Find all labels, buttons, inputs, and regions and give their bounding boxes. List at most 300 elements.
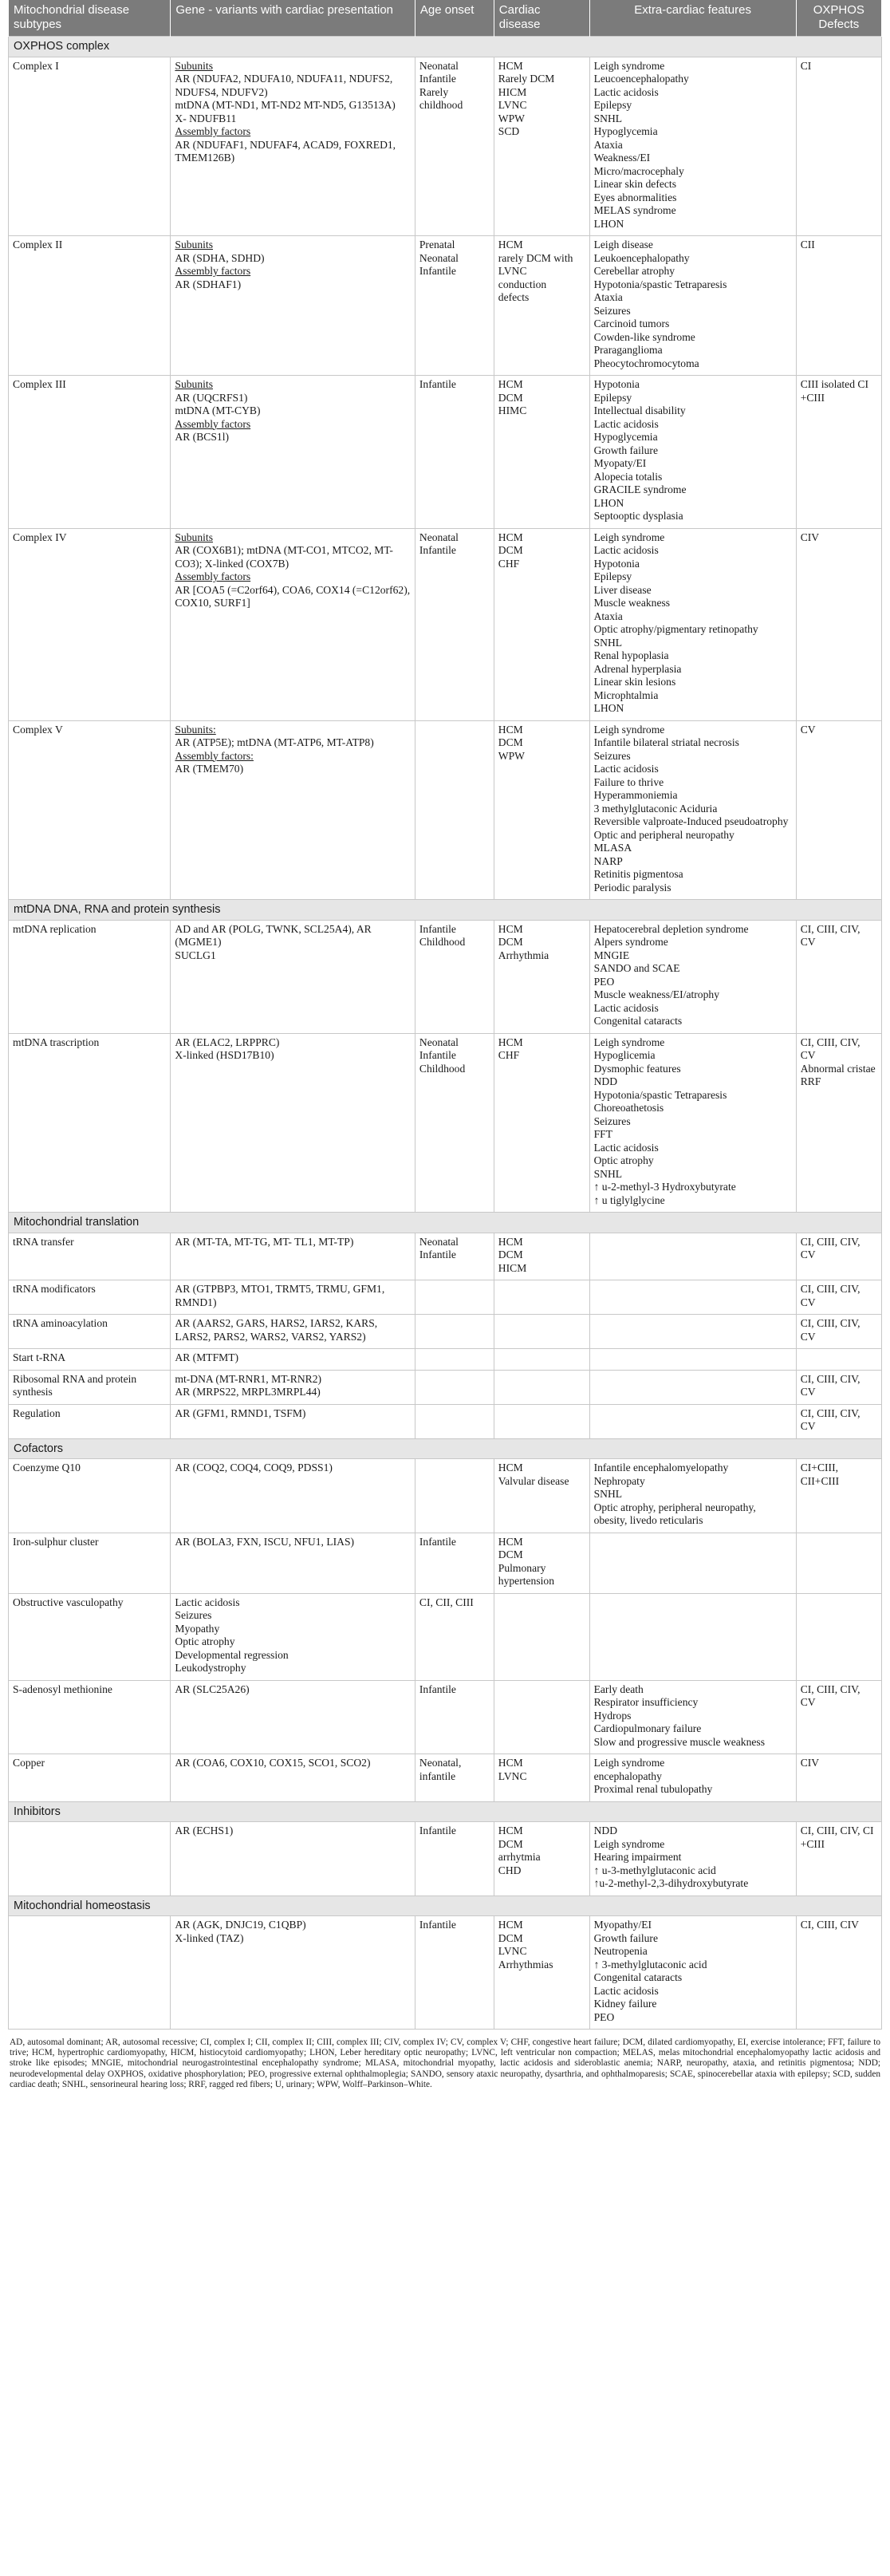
onset-line: Infantile bbox=[419, 73, 456, 85]
cardiac-line: HCM bbox=[498, 922, 523, 935]
extra-line: Lactic acidosis bbox=[593, 1001, 659, 1014]
extra-line: Optic atrophy, peripheral neuropathy, obesity, livedo reticularis bbox=[593, 1501, 756, 1526]
extra-line: Ataxia bbox=[593, 291, 623, 303]
cell-oxphos bbox=[796, 528, 881, 720]
cell-subtype: mtDNA replication bbox=[9, 920, 171, 1033]
table-row bbox=[9, 1349, 882, 1371]
oxphos-line: CIII isolated CI bbox=[800, 378, 869, 390]
extra-line: Respirator insufficiency bbox=[593, 1696, 699, 1708]
cell-gene bbox=[171, 1822, 415, 1896]
table-wrapper bbox=[8, 0, 882, 2090]
extra-line: Infantile bilateral striatal necrosis bbox=[593, 736, 739, 748]
gene-line: Assembly factors bbox=[175, 125, 251, 137]
extra-line: LHON bbox=[593, 496, 624, 509]
cardiac-line: HCM bbox=[498, 1825, 523, 1836]
gene-line: SUCLG1 bbox=[175, 949, 216, 961]
table-row bbox=[9, 1280, 882, 1315]
onset-line: Childhood bbox=[419, 1062, 466, 1075]
extra-line: Weakness/EI bbox=[593, 152, 651, 164]
extra-line: ↑ u tiglylglycine bbox=[593, 1193, 665, 1206]
extra-line: Leigh disease bbox=[593, 239, 653, 250]
cell-gene bbox=[171, 1459, 415, 1533]
cardiac-line: HCM bbox=[498, 1462, 523, 1473]
cardiac-line: HCM bbox=[498, 1535, 523, 1548]
gene-line: AR (MT-TA, MT-TG, MT- TL1, MT-TP) bbox=[175, 1235, 354, 1248]
cell-onset bbox=[415, 57, 494, 236]
cell-subtype: Iron-sulphur cluster bbox=[9, 1533, 171, 1593]
cell-subtype: mtDNA trascription bbox=[9, 1033, 171, 1213]
cell-cardiac bbox=[494, 1754, 589, 1802]
table-row bbox=[9, 1370, 882, 1404]
extra-line: Hypotonia bbox=[593, 557, 640, 570]
gene-line: Assembly factors bbox=[175, 265, 251, 277]
cell-oxphos bbox=[796, 376, 881, 529]
cell-oxphos bbox=[796, 1533, 881, 1593]
cell-extra bbox=[589, 1533, 796, 1593]
oxphos-line: CI+CIII, CII+CIII bbox=[800, 1462, 840, 1487]
onset-line: Infantile bbox=[419, 1919, 456, 1931]
gene-line: AR (AGK, DNJC19, C1QBP) bbox=[175, 1919, 306, 1931]
cell-oxphos bbox=[796, 1593, 881, 1680]
cell-onset bbox=[415, 1754, 494, 1802]
cell-gene bbox=[171, 720, 415, 900]
gene-line: AR (NDUFAF1, NDUFAF4, ACAD9, FOXRED1, TMEM126B) bbox=[175, 138, 396, 164]
extra-line: Hydrops bbox=[593, 1709, 632, 1722]
onset-line: Neonatal bbox=[419, 1235, 459, 1248]
gene-line: Subunits: bbox=[175, 723, 216, 736]
cell-extra bbox=[589, 1822, 796, 1896]
cell-gene bbox=[171, 1593, 415, 1680]
extra-line: Hypotonia bbox=[593, 378, 640, 390]
gene-line: AD and AR (POLG, TWNK, SCL25A4), AR (MGME1) bbox=[175, 922, 372, 948]
extra-line: Congenital cataracts bbox=[593, 1015, 683, 1027]
cardiac-line: SCD bbox=[498, 125, 520, 137]
extra-line: Epilepsy bbox=[593, 391, 632, 404]
cell-subtype: Coenzyme Q10 bbox=[9, 1459, 171, 1533]
oxphos-line: CII bbox=[800, 239, 815, 250]
oxphos-line: +CIII bbox=[800, 391, 825, 404]
gene-line: AR (SDHA, SDHD) bbox=[175, 251, 265, 264]
extra-line: ↑ 3-methylglutaconic acid bbox=[593, 1958, 707, 1970]
cell-cardiac bbox=[494, 1533, 589, 1593]
table-row bbox=[9, 720, 882, 900]
extra-line: Growth failure bbox=[593, 444, 658, 456]
extra-line: Pheocytochromocytoma bbox=[593, 357, 699, 369]
oxphos-line: CI, CIII, CIV, CI bbox=[800, 1825, 874, 1836]
extra-line: Optic atrophy/pigmentary retinopathy bbox=[593, 623, 758, 635]
table-body bbox=[9, 37, 882, 2030]
gene-line: AR (GFM1, RMND1, TSFM) bbox=[175, 1406, 306, 1419]
extra-line: SNHL bbox=[593, 1488, 623, 1500]
table-row bbox=[9, 920, 882, 1033]
cell-onset bbox=[415, 376, 494, 529]
header-oxphos: OXPHOS Defects bbox=[796, 0, 881, 37]
section-header bbox=[9, 1213, 882, 1233]
cell-extra bbox=[589, 1033, 796, 1213]
gene-line: X-linked (TAZ) bbox=[175, 1931, 244, 1944]
header-subtype: Mitochondrial disease subtypes bbox=[9, 0, 171, 37]
onset-line: Childhood bbox=[419, 936, 466, 948]
table-row bbox=[9, 57, 882, 236]
cell-cardiac bbox=[494, 1404, 589, 1438]
extra-line: Microphtalmia bbox=[593, 688, 659, 701]
cell-extra bbox=[589, 1916, 796, 2030]
extra-line: 3 methylglutaconic Aciduria bbox=[593, 802, 718, 815]
cell-subtype: tRNA transfer bbox=[9, 1233, 171, 1280]
extra-line: Lactic acidosis bbox=[593, 544, 659, 556]
oxphos-line: CI, CIII, CIV, CV bbox=[800, 922, 860, 948]
table-row bbox=[9, 1916, 882, 2030]
cell-cardiac bbox=[494, 720, 589, 900]
cardiac-line: HICM bbox=[498, 1261, 527, 1274]
cell-subtype: tRNA aminoacylation bbox=[9, 1315, 171, 1349]
cell-extra bbox=[589, 1280, 796, 1315]
cell-subtype: Complex III bbox=[9, 376, 171, 529]
gene-line: AR (UQCRFS1) bbox=[175, 391, 248, 404]
onset-line: Rarely childhood bbox=[419, 85, 463, 111]
cell-oxphos bbox=[796, 1233, 881, 1280]
table-row bbox=[9, 1533, 882, 1593]
extra-line: Seizures bbox=[593, 749, 631, 762]
extra-line: ↑u-2-methyl-2,3-dihydroxybutyrate bbox=[593, 1877, 749, 1889]
gene-line: AR (NDUFA2, NDUFA10, NDUFA11, NDUFS2, NDUFS4, NDUFV2) bbox=[175, 73, 393, 98]
extra-line: Kidney failure bbox=[593, 1998, 657, 2010]
cell-extra bbox=[589, 1593, 796, 1680]
table-row bbox=[9, 376, 882, 529]
cell-subtype: Start t-RNA bbox=[9, 1349, 171, 1371]
extra-line: Alopecia totalis bbox=[593, 470, 663, 483]
section-header bbox=[9, 1896, 882, 1916]
cardiac-line: HCM bbox=[498, 1757, 523, 1769]
extra-line: Alpers syndrome bbox=[593, 936, 668, 948]
cardiac-line: LVNC bbox=[498, 99, 527, 111]
cardiac-line: HIMC bbox=[498, 404, 527, 416]
cell-extra bbox=[589, 236, 796, 376]
cell-oxphos bbox=[796, 1680, 881, 1754]
cell-subtype: Regulation bbox=[9, 1404, 171, 1438]
extra-line: Congenital cataracts bbox=[593, 1971, 683, 1983]
extra-line: Intellectual disability bbox=[593, 404, 686, 416]
gene-line: Subunits bbox=[175, 239, 213, 250]
oxphos-line: RRF bbox=[800, 1075, 821, 1087]
cell-onset bbox=[415, 528, 494, 720]
onset-line: Infantile bbox=[419, 378, 456, 390]
oxphos-line: Abnormal cristae bbox=[800, 1062, 876, 1075]
cell-onset bbox=[415, 1280, 494, 1315]
gene-line: Subunits bbox=[175, 378, 213, 390]
extra-line: Hypotonia/spastic Tetraparesis bbox=[593, 278, 727, 290]
table-row bbox=[9, 236, 882, 376]
cell-onset bbox=[415, 1593, 494, 1680]
gene-line: AR (ATP5E); mtDNA (MT-ATP6, MT-ATP8) bbox=[175, 736, 374, 748]
cardiac-line: DCM bbox=[498, 1548, 523, 1560]
onset-line: Neonatal bbox=[419, 59, 459, 72]
cell-cardiac bbox=[494, 1280, 589, 1315]
cell-gene bbox=[171, 1033, 415, 1213]
gene-line: Developmental regression bbox=[175, 1648, 289, 1661]
gene-line: X- NDUFB11 bbox=[175, 112, 237, 124]
extra-line: Leigh syndrome bbox=[593, 59, 665, 72]
header-cardiac: Cardiac disease bbox=[494, 0, 589, 37]
extra-line: NARP bbox=[593, 854, 623, 867]
cell-extra bbox=[589, 1349, 796, 1371]
cell-subtype bbox=[9, 1916, 171, 2030]
cell-extra bbox=[589, 920, 796, 1033]
cell-extra bbox=[589, 1459, 796, 1533]
extra-line: Hepatocerebral depletion syndrome bbox=[593, 922, 749, 935]
oxphos-line: CV bbox=[800, 723, 816, 736]
gene-line: AR (BOLA3, FXN, ISCU, NFU1, LIAS) bbox=[175, 1535, 355, 1548]
extra-line: encephalopathy bbox=[593, 1769, 662, 1782]
extra-line: Leigh syndrome bbox=[593, 1837, 665, 1850]
extra-line: Epilepsy bbox=[593, 570, 632, 582]
gene-line: AR (TMEM70) bbox=[175, 763, 244, 775]
cardiac-line: DCM bbox=[498, 1837, 523, 1850]
extra-line: Myopathy/EI bbox=[593, 1919, 652, 1931]
cell-onset bbox=[415, 1315, 494, 1349]
extra-line: ↑ u-3-methylglutaconic acid bbox=[593, 1864, 716, 1876]
cell-onset bbox=[415, 720, 494, 900]
oxphos-line: CI, CIII, CIV bbox=[800, 1919, 859, 1931]
cell-onset bbox=[415, 1233, 494, 1280]
onset-line: Infantile bbox=[419, 1049, 456, 1061]
extra-line: Muscle weakness/EI/atrophy bbox=[593, 988, 719, 1000]
cell-oxphos bbox=[796, 57, 881, 236]
section-header bbox=[9, 1438, 882, 1459]
cell-cardiac bbox=[494, 1916, 589, 2030]
onset-line: Infantile bbox=[419, 922, 456, 935]
extra-line: Hearing impairment bbox=[593, 1851, 682, 1863]
extra-line: Ataxia bbox=[593, 609, 623, 622]
gene-line: X-linked (HSD17B10) bbox=[175, 1049, 274, 1061]
table-row bbox=[9, 1593, 882, 1680]
cell-extra bbox=[589, 1233, 796, 1280]
cell-subtype bbox=[9, 1822, 171, 1896]
gene-line: Leukodystrophy bbox=[175, 1662, 246, 1674]
section-title: Cofactors bbox=[9, 1438, 882, 1459]
onset-line: Prenatal bbox=[419, 239, 455, 250]
cardiac-line: LVNC bbox=[498, 1945, 527, 1957]
cell-extra bbox=[589, 528, 796, 720]
cell-extra bbox=[589, 1315, 796, 1349]
extra-line: Lactic acidosis bbox=[593, 763, 659, 775]
onset-line: Infantile bbox=[419, 1825, 456, 1836]
header-extra: Extra-cardiac features bbox=[589, 0, 796, 37]
extra-line: Cerebellar atrophy bbox=[593, 265, 675, 277]
extra-line: Lactic acidosis bbox=[593, 85, 659, 98]
cell-gene bbox=[171, 1315, 415, 1349]
cell-gene bbox=[171, 1916, 415, 2030]
cardiac-line: WPW bbox=[498, 112, 526, 124]
extra-line: Optic atrophy bbox=[593, 1154, 654, 1166]
cell-oxphos bbox=[796, 1033, 881, 1213]
extra-line: Carcinoid tumors bbox=[593, 318, 670, 329]
extra-line: Lactic acidosis bbox=[593, 1141, 659, 1154]
extra-line: NDD bbox=[593, 1825, 618, 1836]
gene-line: AR (MRPS22, MRPL3MRPL44) bbox=[175, 1386, 321, 1398]
cardiac-line: DCM bbox=[498, 544, 523, 556]
table-row bbox=[9, 1315, 882, 1349]
cell-gene bbox=[171, 1754, 415, 1802]
cell-oxphos bbox=[796, 720, 881, 900]
extra-line: MELAS syndrome bbox=[593, 204, 676, 216]
gene-line: AR (COA6, COX10, COX15, SCO1, SCO2) bbox=[175, 1757, 371, 1769]
cardiac-line: HCM bbox=[498, 378, 523, 390]
gene-line: Assembly factors bbox=[175, 570, 251, 582]
cell-oxphos bbox=[796, 1315, 881, 1349]
cell-extra bbox=[589, 1404, 796, 1438]
extra-line: LHON bbox=[593, 702, 624, 714]
cardiac-line: DCM bbox=[498, 736, 523, 748]
cell-gene bbox=[171, 376, 415, 529]
gene-line: Seizures bbox=[175, 1609, 212, 1621]
extra-line: MNGIE bbox=[593, 949, 630, 961]
cardiac-line: Valvular disease bbox=[498, 1474, 569, 1487]
oxphos-line: CI, CIII, CIV, CV bbox=[800, 1317, 860, 1343]
extra-line: Myopaty/EI bbox=[593, 457, 647, 469]
cardiac-line: DCM bbox=[498, 391, 523, 404]
cell-extra bbox=[589, 1680, 796, 1754]
extra-line: Infantile encephalomyelopathy bbox=[593, 1462, 729, 1473]
extra-line: Eyes abnormalities bbox=[593, 191, 677, 203]
header-row bbox=[9, 0, 882, 37]
cell-onset bbox=[415, 1404, 494, 1438]
cell-subtype: Copper bbox=[9, 1754, 171, 1802]
onset-line: Neonatal bbox=[419, 1036, 459, 1048]
cell-oxphos bbox=[796, 236, 881, 376]
table-row bbox=[9, 1680, 882, 1754]
table-row bbox=[9, 1754, 882, 1802]
cell-gene bbox=[171, 1370, 415, 1404]
cardiac-line: HCM bbox=[498, 1919, 523, 1931]
extra-line: PEO bbox=[593, 2010, 615, 2023]
extra-line: SANDO and SCAE bbox=[593, 962, 680, 974]
cell-extra bbox=[589, 1754, 796, 1802]
onset-line: Infantile bbox=[419, 1682, 456, 1695]
extra-line: Linear skin lesions bbox=[593, 676, 676, 688]
cardiac-line: Arrhythmia bbox=[498, 949, 549, 961]
cell-cardiac bbox=[494, 1593, 589, 1680]
cell-gene bbox=[171, 57, 415, 236]
cell-oxphos bbox=[796, 920, 881, 1033]
extra-line: Adrenal hyperplasia bbox=[593, 662, 682, 675]
gene-line: AR (MTFMT) bbox=[175, 1351, 239, 1363]
oxphos-line: CI, CIII, CIV, CV bbox=[800, 1682, 860, 1708]
cell-subtype: tRNA modificators bbox=[9, 1280, 171, 1315]
cell-onset bbox=[415, 920, 494, 1033]
cell-cardiac bbox=[494, 920, 589, 1033]
extra-line: Lactic acidosis bbox=[593, 1984, 659, 1997]
extra-line: Muscle weakness bbox=[593, 597, 671, 609]
extra-line: Leigh syndrome bbox=[593, 531, 665, 543]
cell-cardiac bbox=[494, 57, 589, 236]
gene-line: AR (COX6B1); mtDNA (MT-CO1, MTCO2, MT-CO3); X-linked (COX7B) bbox=[175, 544, 393, 570]
onset-line: infantile bbox=[419, 1769, 456, 1782]
gene-line: AR [COA5 (=C2orf64), COA6, COX14 (=C12orf62), COX10, SURF1] bbox=[175, 583, 411, 609]
cell-cardiac bbox=[494, 1349, 589, 1371]
onset-line: Infantile bbox=[419, 1535, 456, 1548]
extra-line: Proximal renal tubulopathy bbox=[593, 1783, 713, 1795]
cell-oxphos bbox=[796, 1370, 881, 1404]
gene-line: Lactic acidosis bbox=[175, 1596, 240, 1608]
cardiac-line: LVNC bbox=[498, 1769, 527, 1782]
cardiac-line: LVNC bbox=[498, 265, 527, 277]
cardiac-line: Arrhythmias bbox=[498, 1958, 553, 1970]
table-row bbox=[9, 1404, 882, 1438]
table-row bbox=[9, 1033, 882, 1213]
cardiac-line: CHF bbox=[498, 1049, 520, 1061]
cell-cardiac bbox=[494, 1680, 589, 1754]
cell-oxphos bbox=[796, 1349, 881, 1371]
cardiac-line: CHF bbox=[498, 557, 520, 570]
extra-line: Hypoglicemia bbox=[593, 1049, 656, 1061]
oxphos-line: CIV bbox=[800, 1757, 820, 1769]
oxphos-line: CI bbox=[800, 59, 812, 72]
section-title: Inhibitors bbox=[9, 1801, 882, 1822]
cell-gene bbox=[171, 1280, 415, 1315]
cardiac-line: hypertension bbox=[498, 1575, 555, 1587]
cardiac-line: HCM bbox=[498, 531, 523, 543]
cardiac-line: defects bbox=[498, 291, 530, 303]
cell-onset bbox=[415, 1459, 494, 1533]
oxphos-line: +CIII bbox=[800, 1837, 825, 1850]
cell-oxphos bbox=[796, 1754, 881, 1802]
gene-line: AR (SLC25A26) bbox=[175, 1682, 250, 1695]
cardiac-line: HCM bbox=[498, 239, 523, 250]
extra-line: Leigh syndrome bbox=[593, 723, 665, 736]
table-row bbox=[9, 1233, 882, 1280]
extra-line: Cardiopulmonary failure bbox=[593, 1722, 702, 1734]
gene-line: AR (ELAC2, LRPPRC) bbox=[175, 1036, 280, 1048]
cell-gene bbox=[171, 1533, 415, 1593]
extra-line: SNHL bbox=[593, 112, 623, 124]
table-row bbox=[9, 1822, 882, 1896]
extra-line: Early death bbox=[593, 1682, 644, 1695]
gene-line: AR (COQ2, COQ4, COQ9, PDSS1) bbox=[175, 1462, 333, 1473]
extra-line: Leukoencephalopathy bbox=[593, 251, 690, 264]
cell-cardiac bbox=[494, 236, 589, 376]
extra-line: PEO bbox=[593, 975, 615, 988]
extra-line: Epilepsy bbox=[593, 99, 632, 111]
cell-subtype: Complex IV bbox=[9, 528, 171, 720]
gene-line: mtDNA (MT-CYB) bbox=[175, 404, 261, 416]
extra-line: MLASA bbox=[593, 842, 632, 854]
extra-line: Reversible valproate-Induced pseudoatrophy bbox=[593, 815, 789, 827]
extra-line: Hypoglycemia bbox=[593, 431, 658, 443]
gene-line: Assembly factors: bbox=[175, 749, 254, 762]
oxphos-line: CI, CIII, CIV, CV bbox=[800, 1406, 860, 1432]
oxphos-line: CI, CIII, CIV, CV bbox=[800, 1235, 860, 1260]
cell-oxphos bbox=[796, 1822, 881, 1896]
cell-subtype: Complex I bbox=[9, 57, 171, 236]
cardiac-line: CHD bbox=[498, 1864, 522, 1876]
section-header bbox=[9, 1801, 882, 1822]
extra-line: Hyperammoniemia bbox=[593, 789, 678, 801]
extra-line: Micro/macrocephaly bbox=[593, 164, 684, 177]
cell-onset bbox=[415, 1680, 494, 1754]
extra-line: Linear skin defects bbox=[593, 178, 676, 190]
cell-onset bbox=[415, 1533, 494, 1593]
extra-line: Praraganglioma bbox=[593, 344, 663, 356]
extra-line: GRACILE syndrome bbox=[593, 483, 687, 495]
oxphos-line: CI, CIII, CIV, CV bbox=[800, 1372, 860, 1398]
extra-line: NDD bbox=[593, 1075, 618, 1087]
section-title: OXPHOS complex bbox=[9, 37, 882, 57]
mitochondrial-disease-table bbox=[8, 0, 882, 2030]
gene-line: mtDNA (MT-ND1, MT-ND2 MT-ND5, G13513A) bbox=[175, 99, 396, 111]
gene-line: Optic atrophy bbox=[175, 1635, 235, 1647]
cell-cardiac bbox=[494, 1459, 589, 1533]
